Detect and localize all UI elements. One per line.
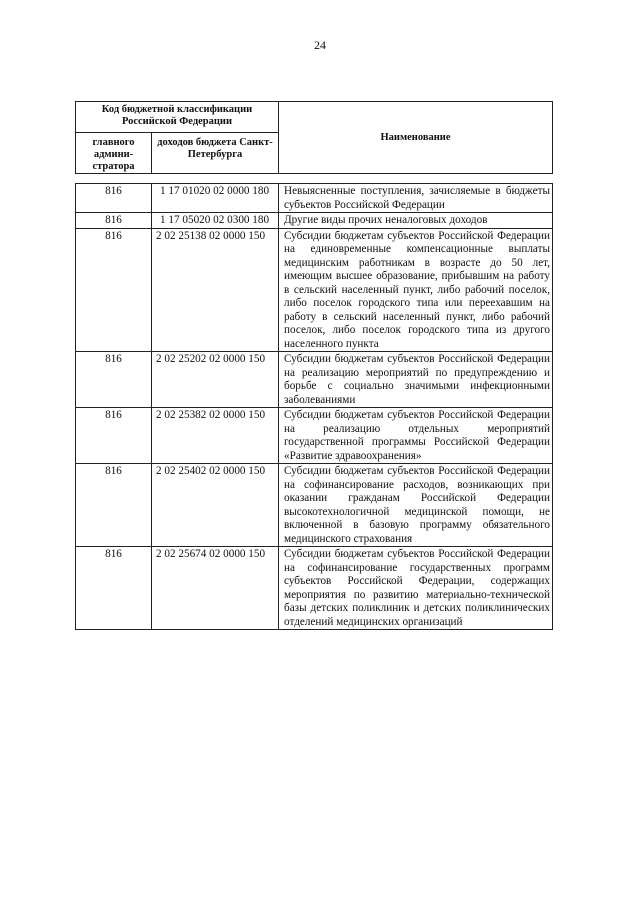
row-name: Субсидии бюджетам субъектов Российской Федерации на реализацию мероприятий по предупреждению и борьбе с социально значимыми инфекционными заболеваниями — [279, 352, 553, 408]
admin-code: 816 — [76, 547, 152, 630]
table-row — [76, 184, 553, 213]
row-name: Субсидии бюджетам субъектов Российской Федерации на софинансирование государственных программ субъектов Российской Федерации, содержащих мероприятия по развитию материально-технической базы детских поликлиник и детских поликлинических отделений медицинских организаций — [279, 547, 553, 630]
income-code: 2 02 25202 02 0000 150 — [152, 352, 279, 408]
income-code: 1 17 01020 02 0000 180 — [152, 184, 279, 213]
header-group-title: Код бюджетной классификации Российской Федерации — [76, 102, 279, 133]
admin-code: 816 — [76, 408, 152, 464]
row-name: Невыясненные поступления, зачисляемые в бюджеты субъектов Российской Федерации — [279, 184, 553, 213]
row-name: Субсидии бюджетам субъектов Российской Федерации на реализацию отдельных мероприятий государственной программы Российской Федерации «Развитие здравоохранения» — [279, 408, 553, 464]
page-number: 24 — [314, 38, 326, 52]
income-code: 2 02 25402 02 0000 150 — [152, 464, 279, 547]
row-name: Субсидии бюджетам субъектов Российской Федерации на софинансирование расходов, возникающих при оказании гражданам Российской Федерации высокотехнологичной медицинской помощи, не включенной в базовую программу обязательного медицинского страхования — [279, 464, 553, 547]
header-income: доходов бюджета Санкт-Петербурга — [152, 133, 279, 174]
classification-table — [75, 183, 553, 630]
header-table — [75, 101, 553, 174]
admin-code: 816 — [76, 352, 152, 408]
table-row — [76, 408, 553, 464]
income-code: 1 17 05020 02 0300 180 — [152, 213, 279, 229]
header-admin: главного админи-стратора — [76, 133, 152, 174]
income-code: 2 02 25382 02 0000 150 — [152, 408, 279, 464]
row-name: Другие виды прочих неналоговых доходов — [279, 213, 553, 229]
admin-code: 816 — [76, 213, 152, 229]
table-row — [76, 213, 553, 229]
admin-code: 816 — [76, 228, 152, 352]
admin-code: 816 — [76, 184, 152, 213]
table-row — [76, 547, 553, 630]
income-code: 2 02 25138 02 0000 150 — [152, 228, 279, 352]
header-name: Наименование — [279, 102, 553, 174]
admin-code: 816 — [76, 464, 152, 547]
income-code: 2 02 25674 02 0000 150 — [152, 547, 279, 630]
table-row — [76, 464, 553, 547]
table-row — [76, 228, 553, 352]
row-name: Субсидии бюджетам субъектов Российской Федерации на единовременные компенсационные выплаты медицинским работникам в возрасте до 50 лет, имеющим высшее образование, прибывшим на работу в сельский населенный пункт, либо рабочий поселок, либо поселок городского типа или переехавшим на работу в сельский населенный пункт, либо рабочий поселок, либо поселок городского типа из другого населенного пункта — [279, 228, 553, 352]
table-row — [76, 352, 553, 408]
